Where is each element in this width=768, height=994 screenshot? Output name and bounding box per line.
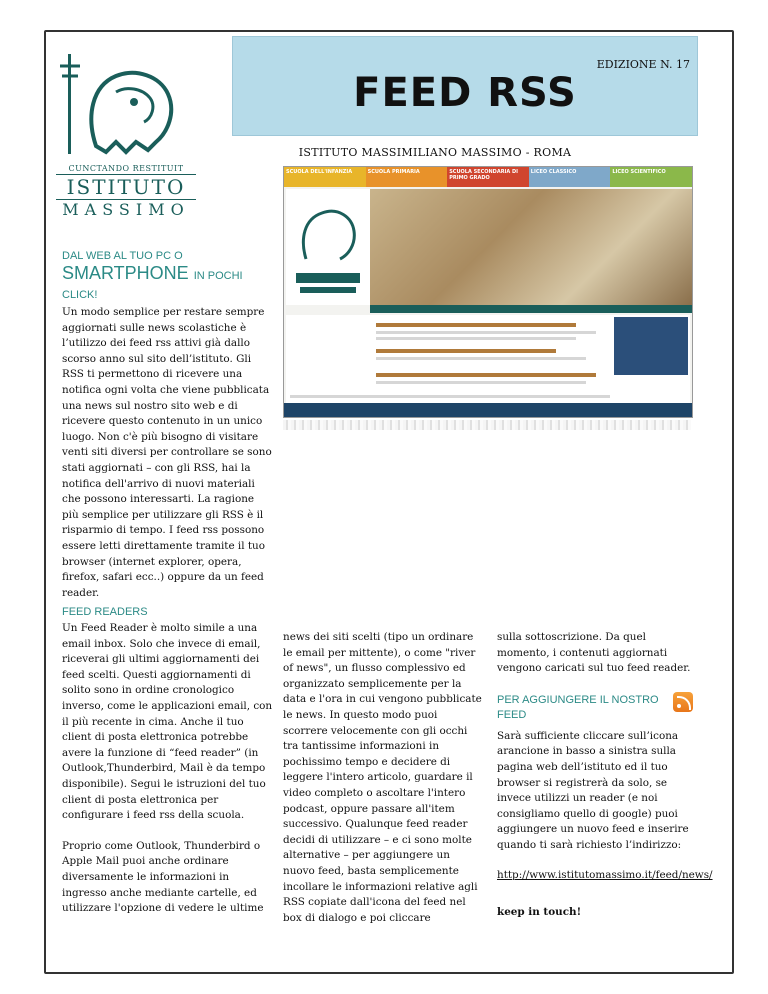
intro-tagline-small: IN POCHI (193, 270, 243, 282)
rss-icon[interactable] (673, 692, 693, 712)
intro-tagline-2 (62, 263, 243, 284)
feed-readers-paragraph-2: Proprio come Outlook, Thunderbird o Apple Mail puoi anche ordinare diversamente le informazioni in ingresso anche mediante cartelle, ed utilizzare l'opzione di vedere le ultime (62, 839, 264, 915)
screenshot-sidebar (614, 317, 688, 375)
website-screenshot (283, 166, 693, 418)
screenshot-nav-tab: SCUOLA DELL'INFANZIA (284, 167, 366, 187)
institute-logo (56, 46, 196, 219)
logo-massimo: MASSIMO (62, 200, 190, 219)
feed-url-link[interactable]: http://www.istitutomassimo.it/feed/news/ (497, 868, 713, 881)
screenshot-nav-tab: LICEO SCIENTIFICO (610, 167, 692, 187)
feed-readers-heading: FEED READERS (62, 606, 148, 618)
column-3 (497, 630, 713, 921)
screenshot-navbar (284, 167, 692, 187)
intro-tagline-3: CLICK! (62, 289, 98, 301)
intro-tagline-big: SMARTPHONE (62, 263, 189, 283)
institute-name: ISTITUTO MASSIMILIANO MASSIMO - ROMA (298, 146, 572, 159)
screenshot-nav-tab: SCUOLA PRIMARIA (366, 167, 448, 187)
intro-tagline-1: DAL WEB AL TUO PC O (62, 250, 183, 262)
screenshot-logo (286, 189, 370, 305)
screenshot-nav-tab: SCUOLA SECONDARIA DI PRIMO GRADO (447, 167, 529, 187)
signoff: keep in touch! (497, 906, 582, 919)
intro-text: Un modo semplice per restare sempre aggiornati sulle news scolastiche è l’utilizzo dei feed rss attivi già dallo scorso anno sul sito dell’istituto. Gli RSS ti permettono di ricevere una notifica ogni volta che viene pubblicata una news sul nostro sito web e di ricevere questo contenuto in un unico luogo. Non c'è più bisogno di visitare venti siti diversi per controllare se sono stati aggiornati – con gli RSS, hai la notifica dell'arrivo di nuovi materiali che possono interessarti. La ragione più semplice per utilizzare gli RSS è il risparmio di tempo. I feed rss possono essere letti direttamente tramite il tuo browser (internet explorer, opera, firefox, safari ecc..) oppure da un feed reader. (62, 306, 272, 599)
add-feed-heading (497, 693, 701, 723)
screenshot-menu (370, 305, 692, 313)
edition-number: EDIZIONE N. 17 (596, 58, 690, 71)
column-1 (62, 621, 274, 917)
feed-readers-paragraph-1: Un Feed Reader è molto simile a una email inbox. Solo che invece di email, riceverai gli ultimi aggiornamenti dei feed scelti. Questi aggiornamenti di solito sono in ordine cronologico inverso, come le applicazioni email, con il più recente in cima. Anche il tuo client di posta elettronica potrebbe avere la funzione di “feed reader” (in Outlook,Thunderbird, Mail è da tempo disponibile). Segui le istruzioni del tuo client di posta elettronica per configurare i feed rss della scuola. (62, 622, 273, 822)
logo-motto: CUNCTANDO RESTITUIT (68, 164, 184, 173)
feed-readers-end: sulla sottoscrizione. Da quel momento, i contenuti aggiornati vengono caricati sul tuo feed reader. (497, 631, 691, 675)
title-banner (232, 36, 698, 136)
torn-edge (283, 420, 691, 430)
add-feed-heading-text: PER AGGIUNGERE IL NOSTRO FEED (497, 693, 659, 721)
page-title: FEED RSS (353, 70, 577, 116)
add-feed-text: Sarà sufficiente cliccare sull’icona arancione in basso a sinistra sulla pagina web dell’istituto ed il tuo browser si registrerà da solo, se invece utilizzi un reader (e noi consigliamo quello di google) puoi aggiungere un nuovo feed e inserire quando ti sarà richiesto l’indirizzo: (497, 729, 689, 851)
screenshot-footer (284, 403, 692, 417)
feed-readers-continued: news dei siti scelti (tipo un ordinare le email per mittente), o come "river of news", un flusso complessivo ed organizzato semplicemente per la data e l'ora in cui vengono pubblicate le news. In questo modo puoi scorrere velocemente con gli occhi tra tantissime informazioni in pochissimo tempo e decidere di leggere l'intero articolo, guardare il video completo o ascoltare l'intero podcast, oppure passare all'item successivo. Qualunque feed reader decidi di utilizzare – e ci sono molte alternative – per aggiungere un nuovo feed, basta semplicemente incollare le informazioni relative agli RSS copiate dall'icona del feed nel box di dialogo e poi cliccare (283, 631, 482, 924)
column-2 (283, 630, 483, 926)
screenshot-nav-tab: LICEO CLASSICO (529, 167, 611, 187)
logo-istituto: ISTITUTO (56, 174, 196, 200)
screenshot-photo (370, 189, 692, 305)
